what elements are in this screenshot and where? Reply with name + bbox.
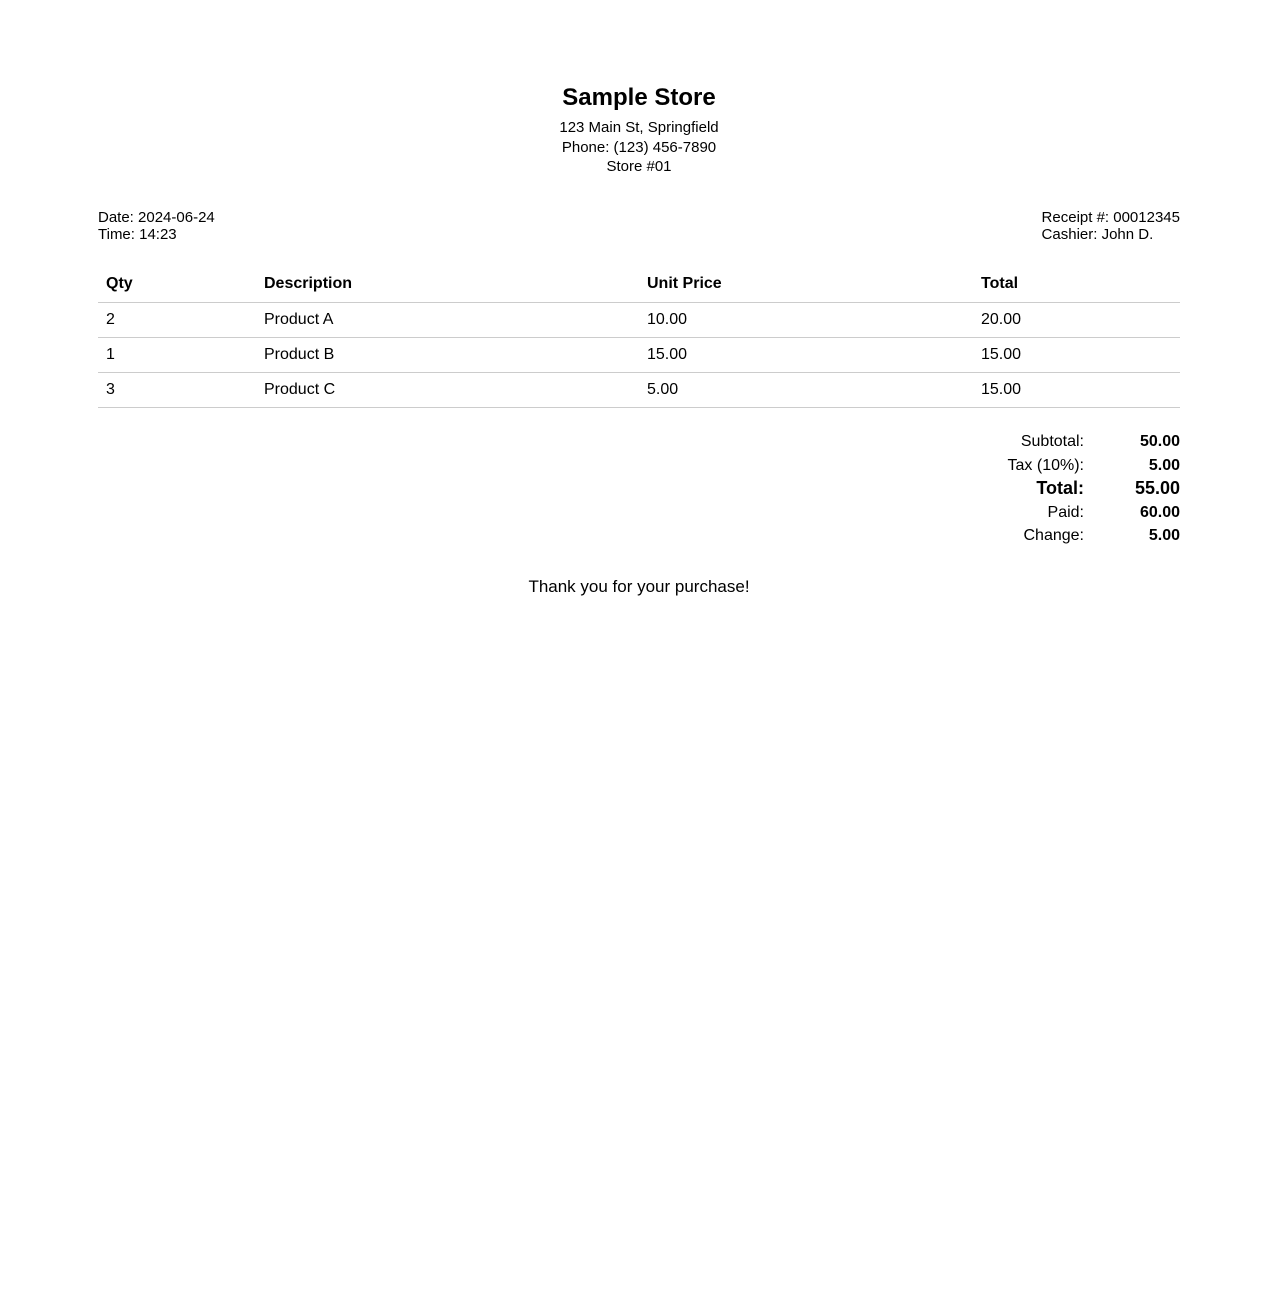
tax-value: 5.00 (1148, 456, 1180, 474)
change-row (884, 524, 1180, 548)
subtotal-label: Subtotal: (1020, 433, 1084, 450)
receipt-number: Receipt #: 00012345 (1041, 208, 1180, 226)
cell-qty: 1 (98, 338, 256, 373)
paid-label: Paid: (1047, 503, 1084, 521)
table-row (98, 303, 1180, 338)
receipt-meta (98, 209, 1180, 243)
cell-qty: 3 (98, 373, 256, 408)
receipt-time: Time: 14:23 (98, 225, 177, 243)
subtotal-value: 50.00 (1139, 433, 1180, 450)
cell-total: 15.00 (973, 373, 1180, 408)
totals-section (98, 430, 1180, 548)
thank-you-message: Thank you for your purchase! (528, 576, 750, 596)
paid-row (884, 501, 1180, 525)
meta-left (98, 209, 215, 243)
paid-value: 60.00 (1139, 503, 1180, 521)
tax-row (884, 454, 1180, 478)
receipt-date: Date: 2024-06-24 (98, 208, 215, 226)
cell-unit-price: 15.00 (639, 338, 973, 373)
meta-right (1042, 209, 1180, 243)
cell-description: Product A (256, 303, 639, 338)
table-row (98, 373, 1180, 408)
store-address: 123 Main St, Springfield (559, 119, 719, 136)
store-header (98, 0, 1180, 177)
cashier-name: Cashier: John D. (1041, 225, 1154, 243)
table-row (98, 338, 1180, 373)
grand-total-label: Total: (1036, 478, 1084, 498)
change-label: Change: (1023, 527, 1084, 544)
header-qty: Qty (98, 267, 256, 303)
header-description: Description (256, 267, 639, 303)
cell-description: Product C (256, 373, 639, 408)
store-phone: Phone: (123) 456-7890 (561, 138, 717, 156)
cell-description: Product B (256, 338, 639, 373)
tax-label: Tax (10%): (1007, 456, 1084, 474)
table-header-row (98, 267, 1180, 303)
store-number: Store #01 (606, 158, 672, 175)
subtotal-row (884, 430, 1180, 454)
receipt (98, 0, 1180, 597)
store-name: Sample Store (562, 84, 716, 111)
cell-total: 20.00 (973, 303, 1180, 338)
cell-total: 15.00 (973, 338, 1180, 373)
cell-qty: 2 (98, 303, 256, 338)
cell-unit-price: 10.00 (639, 303, 973, 338)
header-total: Total (973, 267, 1180, 303)
header-unit-price: Unit Price (639, 267, 973, 303)
items-table (98, 267, 1180, 409)
grand-total-value: 55.00 (1134, 478, 1180, 498)
cell-unit-price: 5.00 (639, 373, 973, 408)
change-value: 5.00 (1148, 527, 1180, 544)
grand-total-row (884, 477, 1180, 501)
